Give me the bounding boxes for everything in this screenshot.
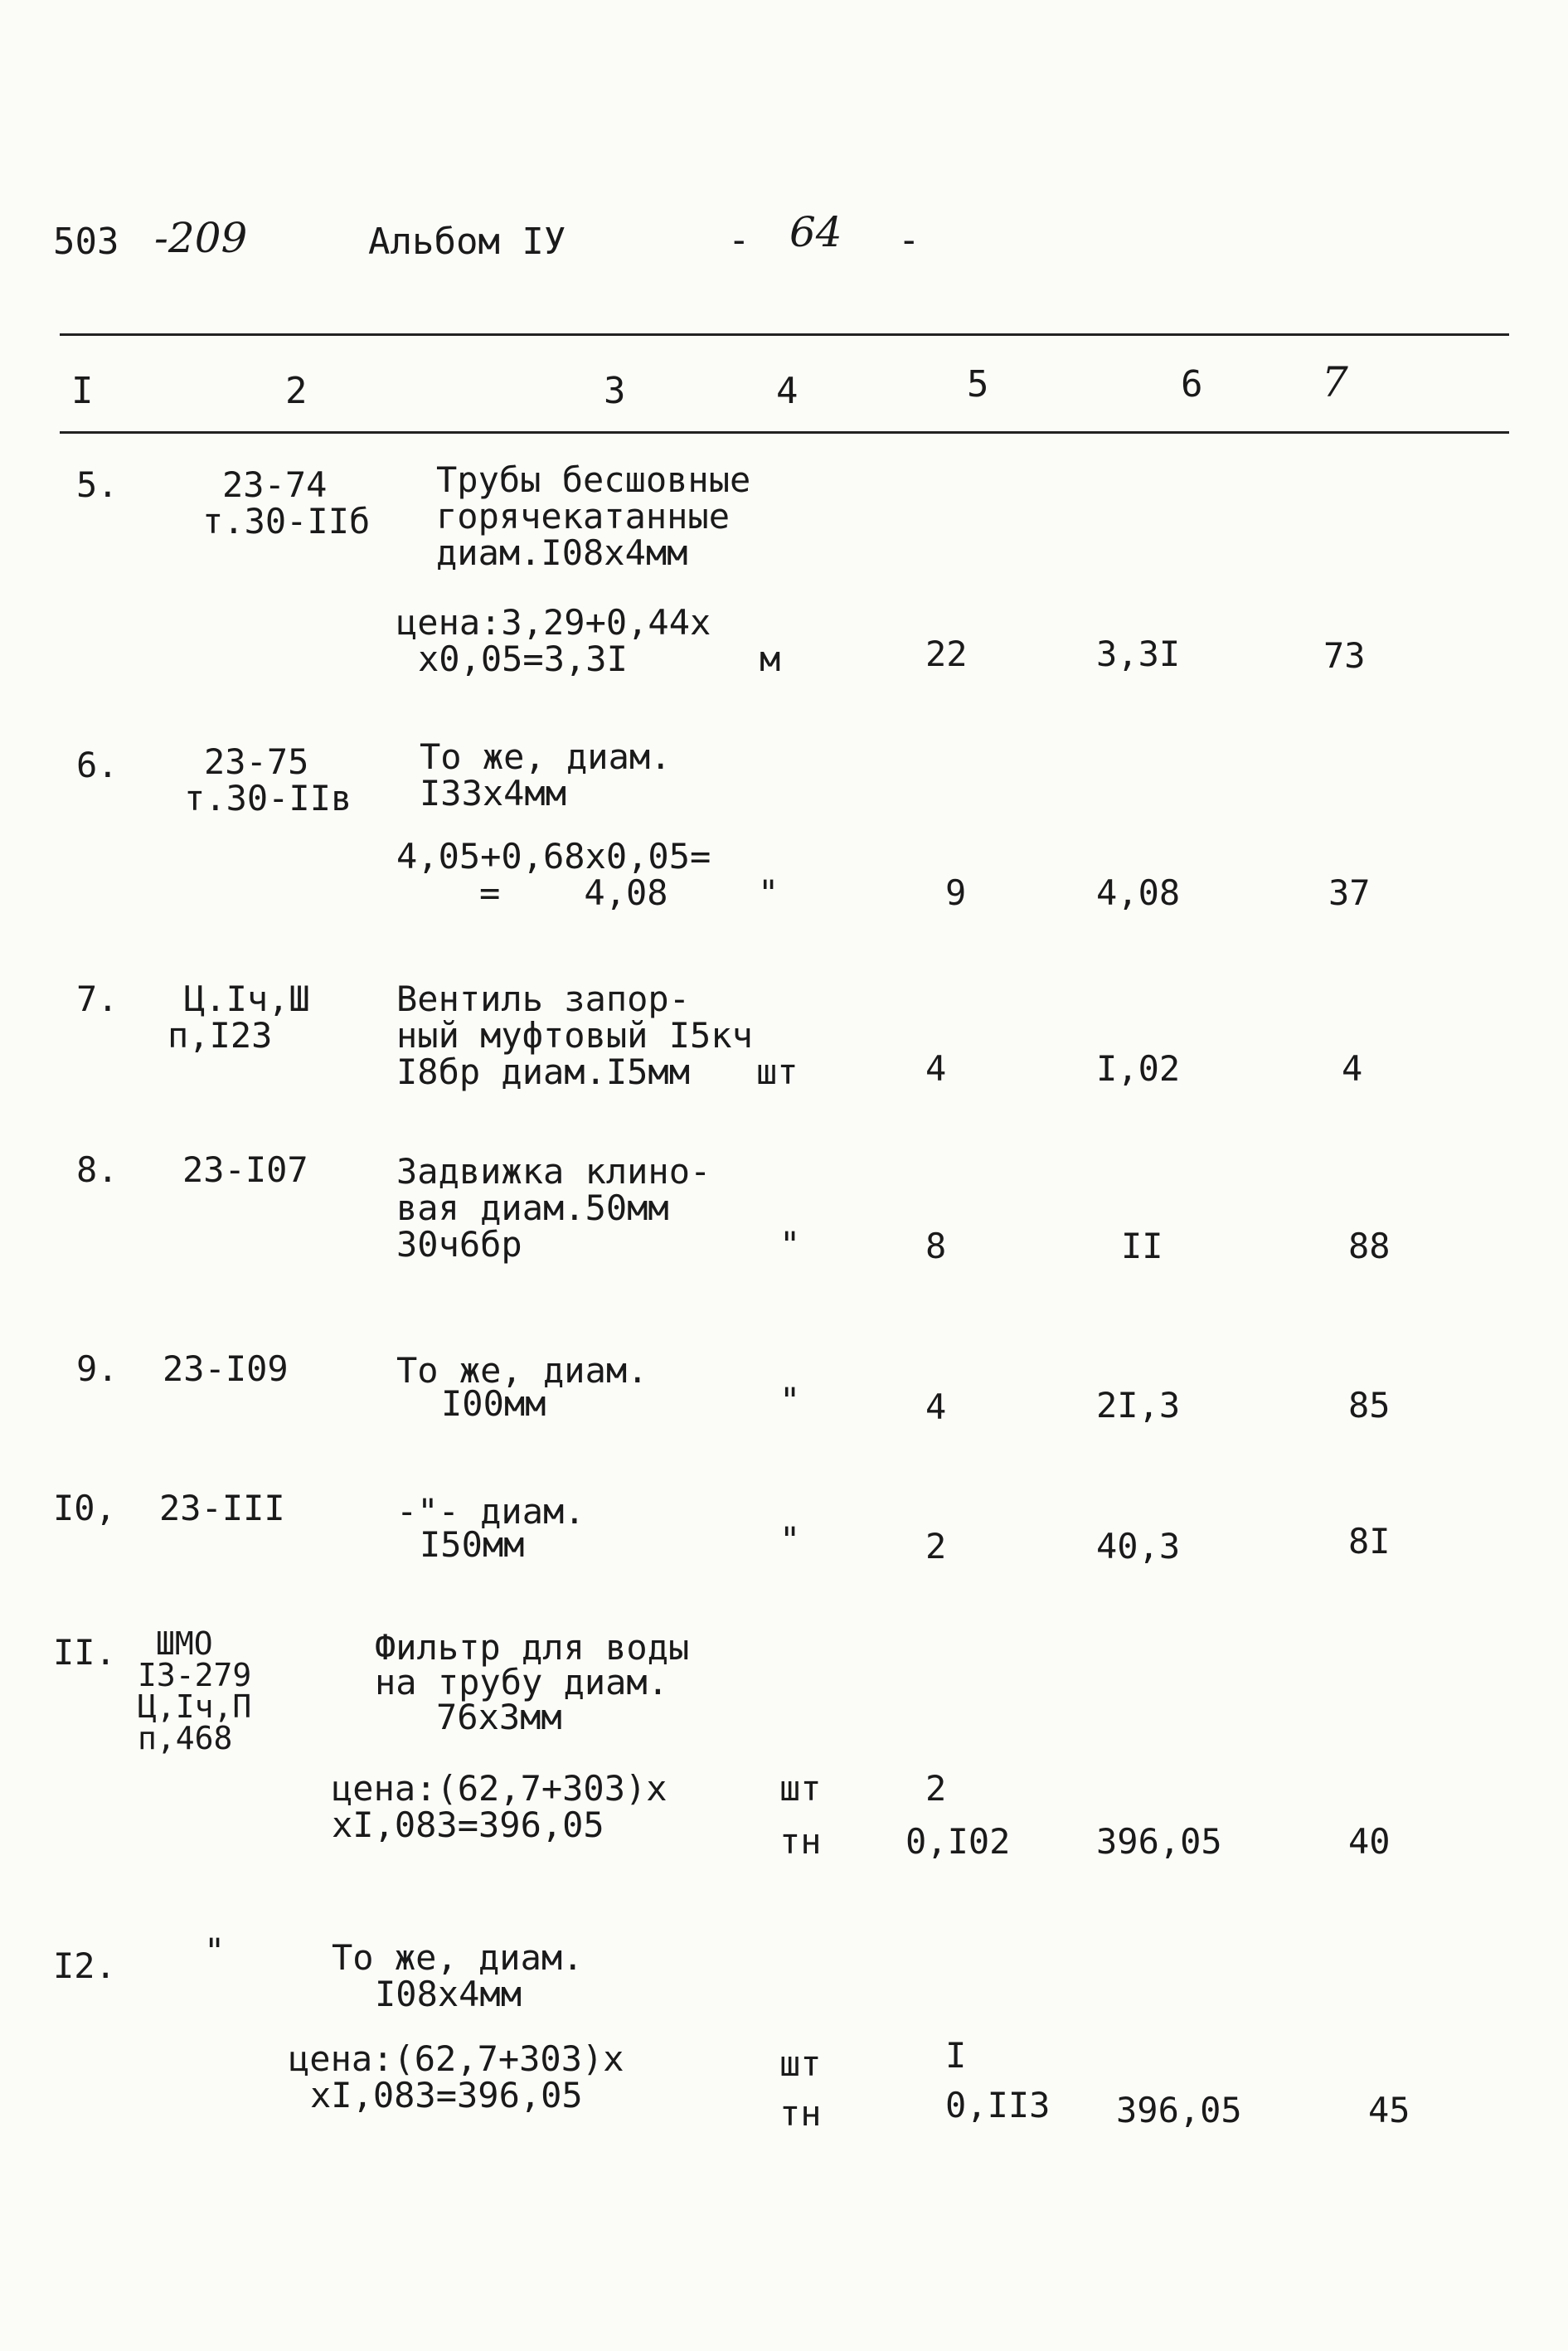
- row-code: 23-III: [159, 1488, 285, 1528]
- header-top-rule: [60, 333, 1509, 336]
- row-quantity: 9: [945, 872, 967, 913]
- row-unit: тн: [779, 1821, 822, 1862]
- col-header-5: 5: [967, 363, 989, 406]
- header-bottom-rule: [60, 431, 1509, 434]
- row-description: I33х4мм: [420, 773, 567, 814]
- row-code: 23-74: [222, 464, 328, 505]
- row-unit-price: II: [1121, 1226, 1163, 1266]
- col-header-1: I: [71, 370, 94, 412]
- row-code: 23-I09: [163, 1348, 289, 1389]
- row-code: Ц.Iч,Ш: [184, 979, 310, 1019]
- row-quantity: 8: [925, 1226, 947, 1266]
- row-description: 76х3мм: [436, 1697, 562, 1737]
- row-quantity: 0,II3: [945, 2085, 1051, 2125]
- row-code: т.30-IIб: [202, 501, 371, 542]
- row-description: вая диам.50мм: [396, 1188, 669, 1228]
- row-code: п,I23: [167, 1015, 273, 1056]
- page-dash-right: -: [898, 219, 920, 261]
- row-number: 5.: [76, 464, 119, 505]
- row-number: 7.: [76, 979, 119, 1019]
- row-description: на трубу диам.: [375, 1662, 669, 1703]
- row-unit: ": [779, 1224, 801, 1265]
- row-calculation: хI,083=396,05: [310, 2075, 583, 2115]
- row-code: I3-279: [138, 1657, 252, 1693]
- row-unit-price: 40,3: [1096, 1526, 1181, 1567]
- row-unit: ": [779, 1519, 801, 1560]
- row-description: I08х4мм: [375, 1974, 522, 2014]
- row-unit: тн: [779, 2093, 822, 2134]
- row-unit: шт: [756, 1052, 799, 1092]
- row-number: 6.: [76, 745, 119, 785]
- row-total: 40: [1348, 1821, 1391, 1862]
- album-label: Альбом IУ: [368, 221, 566, 263]
- row-description: I8бр диам.I5мм: [396, 1052, 691, 1092]
- row-unit: ": [779, 1380, 801, 1421]
- row-description: -"- диам.: [396, 1491, 585, 1532]
- row-code: ШМО: [156, 1625, 213, 1662]
- row-calculation: цена:(62,7+303)х: [332, 1768, 667, 1809]
- col-header-3: 3: [604, 370, 626, 412]
- row-unit-price: 396,05: [1116, 2090, 1242, 2130]
- row-number: II.: [53, 1632, 116, 1673]
- row-description: горячекатанные: [436, 496, 731, 537]
- row-total: 8I: [1348, 1521, 1391, 1562]
- page-dash-left: -: [728, 219, 750, 261]
- row-quantity: 4: [925, 1048, 947, 1089]
- row-quantity: 2: [925, 1526, 947, 1567]
- row-description: То же, диам.: [332, 1937, 584, 1978]
- row-number: I2.: [53, 1945, 116, 1986]
- doc-number: -209: [154, 214, 248, 262]
- row-description: I50мм: [420, 1524, 525, 1565]
- page-number: 64: [789, 208, 842, 256]
- row-description: Задвижка клино-: [396, 1151, 711, 1192]
- row-calculation: цена:(62,7+303)х: [289, 2038, 624, 2079]
- row-total: 88: [1348, 1226, 1391, 1266]
- row-unit: ": [758, 872, 779, 913]
- row-total: 4: [1342, 1048, 1363, 1089]
- row-description: Вентиль запор-: [396, 979, 691, 1019]
- row-unit-price: 2I,3: [1096, 1385, 1181, 1426]
- row-quantity: 22: [925, 634, 968, 674]
- row-quantity: 2: [925, 1768, 947, 1809]
- row-description: 30ч6бр: [396, 1224, 522, 1265]
- row-calculation: 4,05+0,68х0,05=: [396, 836, 711, 877]
- row-description: ный муфтовый I5кч: [396, 1015, 753, 1056]
- row-unit-price: 396,05: [1096, 1821, 1222, 1862]
- row-number: 8.: [76, 1149, 119, 1190]
- row-code: 23-I07: [182, 1149, 308, 1190]
- row-unit: шт: [779, 1768, 822, 1809]
- row-quantity: I: [945, 2035, 967, 2076]
- row-description: I00мм: [441, 1383, 546, 1424]
- row-calculation: х0,05=3,3I: [418, 639, 628, 679]
- row-calculation: = 4,08: [479, 872, 668, 913]
- row-calculation: хI,083=396,05: [332, 1805, 604, 1845]
- row-unit-price: I,02: [1096, 1048, 1181, 1089]
- row-description: То же, диам.: [396, 1350, 648, 1391]
- col-header-7: 7: [1322, 358, 1348, 406]
- row-unit: шт: [779, 2043, 822, 2084]
- row-code: Ц,Iч,П: [138, 1688, 252, 1725]
- row-quantity: 4: [925, 1387, 947, 1427]
- row-description: диам.I08х4мм: [436, 532, 688, 573]
- row-description: Фильтр для воды: [375, 1627, 690, 1668]
- doc-code: 503: [53, 221, 119, 263]
- row-description: Трубы бесшовные: [436, 459, 751, 500]
- row-total: 37: [1328, 872, 1371, 913]
- row-total: 85: [1348, 1385, 1391, 1426]
- row-number: 9.: [76, 1348, 119, 1389]
- row-quantity: 0,I02: [905, 1821, 1011, 1862]
- col-header-2: 2: [285, 370, 308, 412]
- col-header-6: 6: [1181, 363, 1203, 406]
- row-description: То же, диам.: [420, 736, 672, 777]
- row-number: I0,: [53, 1488, 116, 1528]
- row-code: т.30-IIв: [184, 778, 352, 818]
- col-header-4: 4: [776, 370, 799, 412]
- row-code: п,468: [138, 1720, 233, 1756]
- row-unit-price: 3,3I: [1096, 634, 1181, 674]
- row-total: 73: [1323, 635, 1366, 676]
- row-total: 45: [1368, 2090, 1410, 2130]
- row-unit-price: 4,08: [1096, 872, 1181, 913]
- row-code: 23-75: [204, 741, 309, 782]
- row-code: ": [204, 1931, 226, 1971]
- row-calculation: цена:3,29+0,44х: [396, 602, 711, 643]
- row-unit: м: [760, 639, 781, 679]
